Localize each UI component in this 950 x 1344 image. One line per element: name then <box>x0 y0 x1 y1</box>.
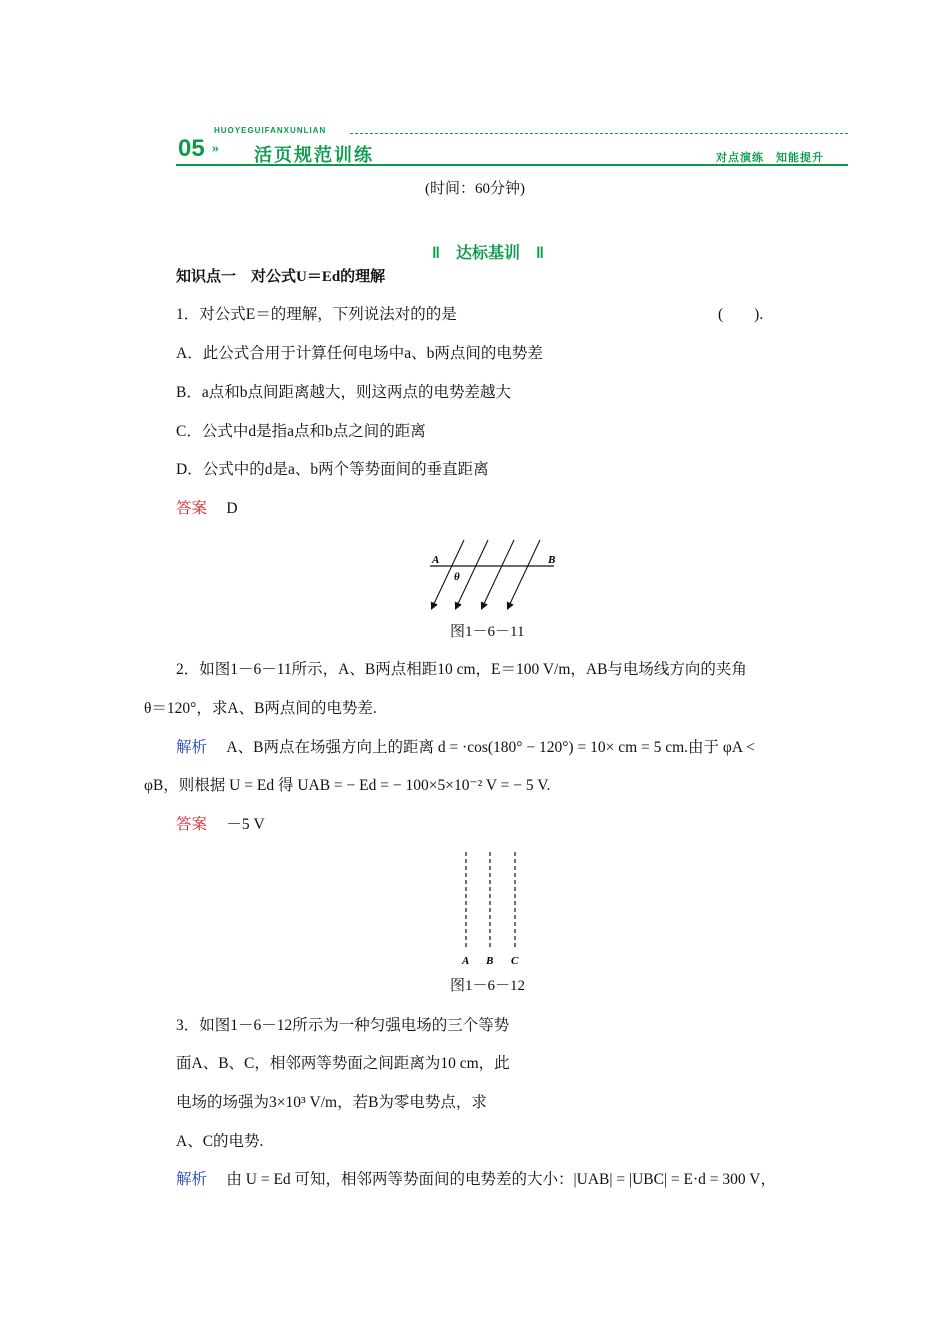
q1-answer-value: D <box>226 500 238 517</box>
q1-answer-bracket: ( ). <box>718 306 764 323</box>
surface-b-label: B <box>486 955 494 967</box>
theta-label: θ <box>454 571 460 583</box>
figure1-caption: 图1－6－11 <box>450 624 525 640</box>
q2-answer-value: －5 V <box>226 816 265 833</box>
q3-line1: 3．如图1－6－12所示为一种匀强电场的三个等势 <box>176 1017 510 1034</box>
section-title: ‖ 达标基训 ‖ <box>432 245 544 262</box>
surface-c-label: C <box>511 955 519 967</box>
q1-option-b: B．a点和b点间距离越大，则这两点的电势差越大 <box>176 384 511 401</box>
field-line-3 <box>482 540 514 608</box>
q2-analysis-text1: A、B两点在场强方向上的距离 d = ·cos(180° − 120°) = 10× cm = 5 cm.由于 φA < <box>226 739 755 756</box>
figure-field-lines <box>420 536 570 614</box>
field-line-2 <box>456 540 488 608</box>
q1-option-d: D．公式中的d是a、b两个等势面间的垂直距离 <box>176 461 489 478</box>
q3-line2: 面A、B、C，相邻两等势面之间距离为10 cm，此 <box>176 1055 510 1072</box>
q1-stem: 1．对公式E＝的理解，下列说法对的的是 <box>176 306 457 323</box>
q1-option-c: C．公式中d是指a点和b点之间的距离 <box>176 423 426 440</box>
q3-analysis-line <box>176 1167 776 1189</box>
q3-analysis-text: 由 U = Ed 可知，相邻两等势面间的电势差的大小：|UAB| = |UBC| = E·d = 300 V， <box>226 1171 776 1188</box>
q3-line4: A、C的电势. <box>176 1133 264 1150</box>
header-arrow-icon: » <box>212 141 219 156</box>
figure-equipotential-surfaces <box>452 850 532 970</box>
field-line-4 <box>508 540 540 608</box>
header-section-number: 05 <box>178 135 205 162</box>
q1-answer-label: 答案 <box>176 500 208 517</box>
q3-analysis-label: 解析 <box>176 1171 208 1188</box>
q2-analysis-line1 <box>176 735 755 757</box>
knowledge-point-heading: 知识点一 对公式U＝Ed的理解 <box>176 269 386 285</box>
q2-analysis-line2: φB，则根据 U = Ed 得 UAB = − Ed = − 100×5×10⁻² V = − 5 V. <box>144 777 551 794</box>
point-b-label: B <box>548 554 556 566</box>
header-title: 活页规范训练 <box>254 145 374 165</box>
q2-answer-line <box>176 812 265 834</box>
figure2-caption: 图1－6－12 <box>450 978 526 994</box>
q2-line1: 2．如图1－6－11所示，A、B两点相距10 cm，E＝100 V/m，AB与电场线方向的夹角 <box>176 661 747 678</box>
q1-option-a: A．此公式合用于计算任何电场中a、b两点间的电势差 <box>176 345 543 362</box>
q2-line2: θ＝120°，求A、B两点间的电势差. <box>144 700 377 717</box>
q2-analysis-label: 解析 <box>176 739 208 756</box>
point-a-label: A <box>432 554 440 566</box>
header-dashed-rule <box>350 133 848 134</box>
q2-answer-label: 答案 <box>176 816 208 833</box>
header-solid-rule <box>176 164 848 166</box>
header-pinyin: HUOYEGUIFANXUNLIAN <box>214 126 327 135</box>
q3-line3: 电场的场强为3×10³ V/m，若B为零电势点，求 <box>176 1094 487 1111</box>
time-note: (时间：60分钟) <box>425 181 525 197</box>
surface-a-label: A <box>462 955 470 967</box>
q1-answer-line <box>176 496 238 518</box>
header-subtitle: 对点演练 知能提升 <box>716 152 824 164</box>
